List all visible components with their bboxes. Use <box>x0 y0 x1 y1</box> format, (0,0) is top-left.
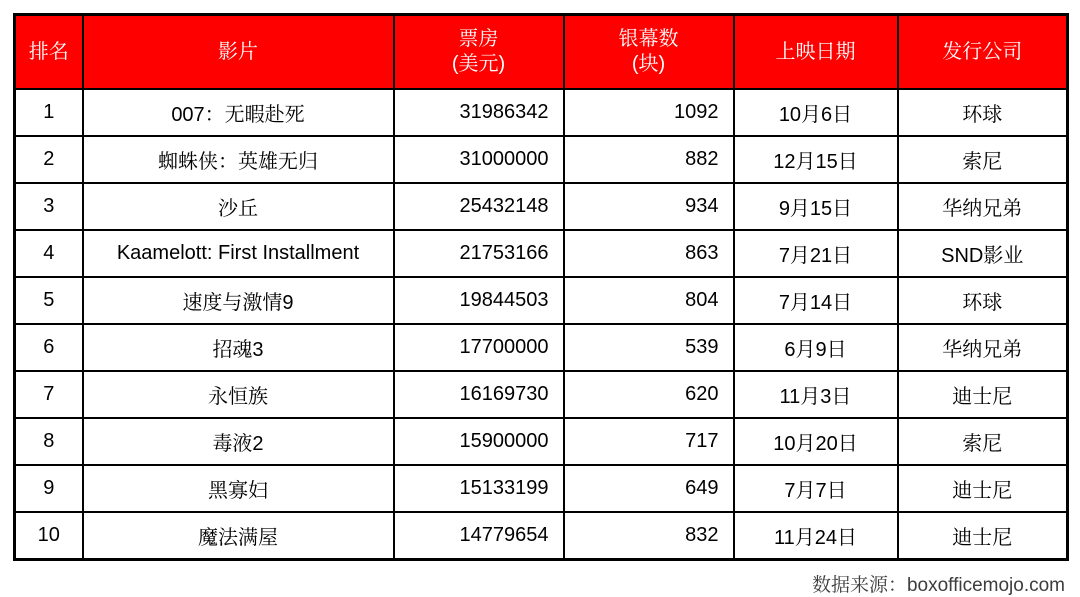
cell-release-date: 7月21日 <box>734 230 898 277</box>
column-header-gross-usd: 票房 (美元) <box>394 15 564 90</box>
cell-film-title: Kaamelott: First Installment <box>83 230 394 277</box>
data-source-note: 数据来源：boxofficemojo.com <box>811 575 1065 596</box>
cell-distributor: 索尼 <box>898 418 1068 465</box>
cell-release-date: 9月15日 <box>734 183 898 230</box>
cell-screens: 539 <box>564 324 734 371</box>
cell-gross-usd: 21753166 <box>394 230 564 277</box>
table-row <box>15 465 1068 512</box>
cell-rank: 9 <box>15 465 83 512</box>
cell-gross-usd: 15133199 <box>394 465 564 512</box>
cell-distributor: 华纳兄弟 <box>898 183 1068 230</box>
cell-distributor: 索尼 <box>898 136 1068 183</box>
table-row <box>15 512 1068 560</box>
cell-release-date: 10月6日 <box>734 89 898 136</box>
cell-gross-usd: 14779654 <box>394 512 564 560</box>
table-row <box>15 277 1068 324</box>
cell-film-title: 速度与激情9 <box>83 277 394 324</box>
cell-film-title: 永恒族 <box>83 371 394 418</box>
cell-screens: 804 <box>564 277 734 324</box>
cell-film-title: 黑寡妇 <box>83 465 394 512</box>
cell-distributor: 迪士尼 <box>898 512 1068 560</box>
column-header-distributor: 发行公司 <box>898 15 1068 90</box>
table-row <box>15 183 1068 230</box>
table-row <box>15 136 1068 183</box>
cell-rank: 8 <box>15 418 83 465</box>
cell-rank: 6 <box>15 324 83 371</box>
cell-distributor: 迪士尼 <box>898 371 1068 418</box>
cell-gross-usd: 16169730 <box>394 371 564 418</box>
cell-screens: 717 <box>564 418 734 465</box>
cell-rank: 10 <box>15 512 83 560</box>
cell-screens: 832 <box>564 512 734 560</box>
cell-distributor: 华纳兄弟 <box>898 324 1068 371</box>
cell-release-date: 7月14日 <box>734 277 898 324</box>
column-header-film: 影片 <box>83 15 394 90</box>
cell-release-date: 6月9日 <box>734 324 898 371</box>
cell-gross-usd: 19844503 <box>394 277 564 324</box>
cell-screens: 882 <box>564 136 734 183</box>
table-row <box>15 89 1068 136</box>
cell-film-title: 蜘蛛侠：英雄无归 <box>83 136 394 183</box>
table-row <box>15 371 1068 418</box>
cell-gross-usd: 25432148 <box>394 183 564 230</box>
cell-film-title: 沙丘 <box>83 183 394 230</box>
cell-film-title: 魔法满屋 <box>83 512 394 560</box>
cell-rank: 3 <box>15 183 83 230</box>
cell-screens: 934 <box>564 183 734 230</box>
table-row <box>15 324 1068 371</box>
cell-release-date: 10月20日 <box>734 418 898 465</box>
cell-film-title: 007：无暇赴死 <box>83 89 394 136</box>
cell-gross-usd: 17700000 <box>394 324 564 371</box>
cell-rank: 5 <box>15 277 83 324</box>
cell-gross-usd: 15900000 <box>394 418 564 465</box>
table-row <box>15 418 1068 465</box>
table-body <box>15 89 1068 560</box>
column-header-rank: 排名 <box>15 15 83 90</box>
cell-screens: 1092 <box>564 89 734 136</box>
cell-screens: 620 <box>564 371 734 418</box>
cell-screens: 863 <box>564 230 734 277</box>
cell-rank: 1 <box>15 89 83 136</box>
cell-screens: 649 <box>564 465 734 512</box>
header-row <box>15 15 1068 90</box>
cell-release-date: 11月24日 <box>734 512 898 560</box>
cell-release-date: 11月3日 <box>734 371 898 418</box>
table-row <box>15 230 1068 277</box>
cell-rank: 4 <box>15 230 83 277</box>
cell-distributor: 环球 <box>898 277 1068 324</box>
cell-film-title: 招魂3 <box>83 324 394 371</box>
table-header <box>15 15 1068 90</box>
cell-film-title: 毒液2 <box>83 418 394 465</box>
cell-gross-usd: 31000000 <box>394 136 564 183</box>
column-header-screens: 银幕数 (块) <box>564 15 734 90</box>
cell-distributor: 迪士尼 <box>898 465 1068 512</box>
column-header-release-date: 上映日期 <box>734 15 898 90</box>
cell-rank: 2 <box>15 136 83 183</box>
cell-distributor: SND影业 <box>898 230 1068 277</box>
box-office-table <box>13 13 1069 561</box>
cell-release-date: 12月15日 <box>734 136 898 183</box>
cell-distributor: 环球 <box>898 89 1068 136</box>
cell-gross-usd: 31986342 <box>394 89 564 136</box>
cell-release-date: 7月7日 <box>734 465 898 512</box>
cell-rank: 7 <box>15 371 83 418</box>
